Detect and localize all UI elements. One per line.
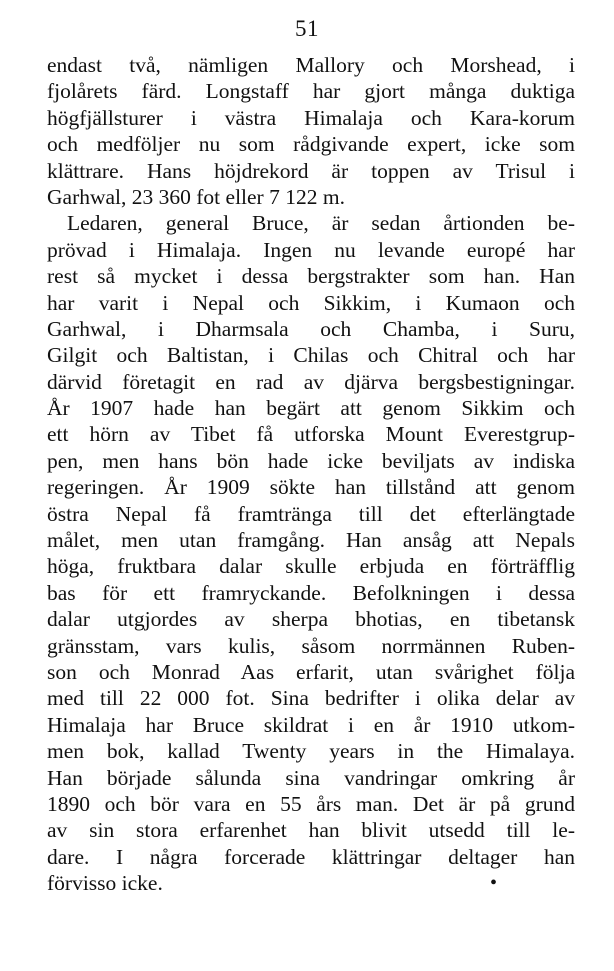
- text-line: därvid företagit en rad av djärva bergsbestigningar.: [47, 369, 575, 394]
- text-line: dare. I några forcerade klättringar deltager han: [47, 844, 575, 869]
- page-number: 51: [295, 16, 319, 41]
- text-line: Ledaren, general Bruce, är sedan årtionden be-: [67, 211, 575, 236]
- text-line: Himalaja har Bruce skildrat i en år 1910 utkom-: [47, 712, 575, 737]
- text-line: Garhwal, 23 360 fot eller 7 122 m.: [47, 184, 345, 209]
- text-line: gränsstam, vars kulis, såsom norrmännen Ruben-: [47, 633, 575, 658]
- text-line: Han började sålunda sina vandringar omkring år: [47, 765, 575, 790]
- text-line: dalar utgjordes av sherpa bhotias, en tibetansk: [47, 607, 575, 632]
- text-line: endast två, nämligen Mallory och Morshead, i: [47, 53, 575, 77]
- text-line: Gilgit och Baltistan, i Chilas och Chitral och har: [47, 343, 575, 368]
- text-line: höga, fruktbara dalar skulle erbjuda en förträfflig: [47, 554, 575, 579]
- text-line: fjolårets färd. Longstaff har gjort många duktiga: [47, 79, 575, 104]
- text-line: År 1907 hade han begärt att genom Sikkim och: [47, 396, 575, 421]
- text-line: med till 22 000 fot. Sina bedrifter i olika delar av: [47, 686, 575, 711]
- text-line: regeringen. År 1909 sökte han tillstånd att genom: [47, 475, 575, 500]
- text-line: högfjällsturer i västra Himalaja och Kara-korum: [47, 105, 575, 130]
- text-line: rest så mycket i dessa bergstrakter som han. Han: [47, 264, 575, 289]
- text-line: ett hörn av Tibet få utforska Mount Everestgrup-: [47, 422, 575, 447]
- text-line: målet, men utan framgång. Han ansåg att Nepals: [47, 528, 575, 553]
- text-line: av sin stora erfarenhet han blivit utsedd till le-: [47, 818, 575, 843]
- text-line: men bok, kallad Twenty years in the Himalaya.: [47, 739, 575, 764]
- text-line: klättrare. Hans höjdrekord är toppen av Trisul i: [47, 158, 575, 183]
- text-line: prövad i Himalaja. Ingen nu levande europé har: [47, 237, 575, 262]
- body-text: [47, 52, 575, 897]
- text-line: har varit i Nepal och Sikkim, i Kumaon och: [47, 290, 575, 315]
- final-line-text: förvisso icke.: [47, 871, 163, 896]
- text-line: 1890 och bör vara en 55 års man. Det är på grund: [47, 791, 575, 816]
- text-line: östra Nepal få framtränga till det efterlängtade: [47, 501, 575, 526]
- text-line: och medföljer nu som rådgivande expert, icke som: [47, 132, 575, 157]
- text-line: Garhwal, i Dharmsala och Chamba, i Suru,: [47, 316, 575, 341]
- text-line-final: [47, 870, 575, 896]
- text-line: pen, men hans bön hade icke beviljats av indiska: [47, 448, 575, 473]
- text-line: son och Monrad Aas erfarit, utan svårighet följa: [47, 659, 575, 684]
- text-line: bas för ett framryckande. Befolkningen i dessa: [47, 580, 575, 605]
- trailing-mark: •: [489, 872, 497, 895]
